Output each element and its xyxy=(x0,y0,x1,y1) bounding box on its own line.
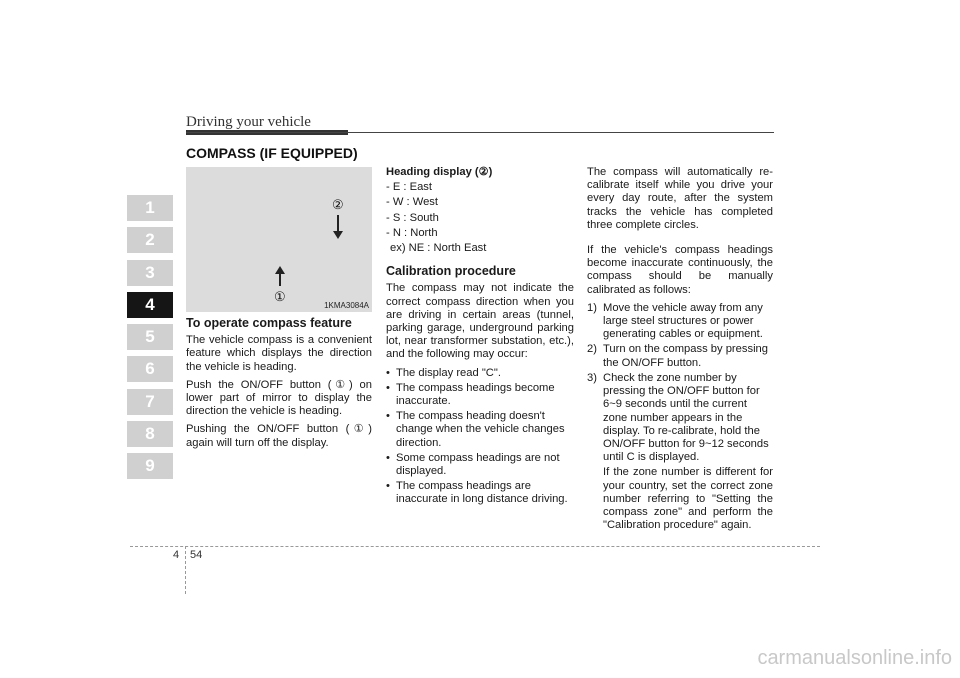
arrowhead-down-icon xyxy=(333,231,343,239)
arrow-up-icon xyxy=(279,272,281,286)
marker-2: ② xyxy=(332,197,344,212)
heading-display: Heading display (②) xyxy=(386,166,493,178)
list-item: • The display read "C". xyxy=(386,367,574,380)
direction-example: ex) NE : North East xyxy=(390,242,487,255)
list-item: • Some compass headings are not displayed. xyxy=(386,452,574,478)
paragraph: Push the ON/OFF button (①) on lower part of mirror to display the direction the vehicle is heading. xyxy=(186,378,372,418)
paragraph: Pushing the ON/OFF button (①) again will turn off the display. xyxy=(186,423,372,449)
steps-list xyxy=(587,302,773,464)
column-3 xyxy=(587,166,773,537)
chapter-tab-6[interactable]: 6 xyxy=(127,356,173,382)
footer-rule xyxy=(130,546,820,547)
paragraph: If the vehicle's compass headings become inaccurate continuously, the compass should be manually calibrated as follows: xyxy=(587,244,773,296)
list-item: 1) Move the vehicle away from any large steel structures or power generating cables or equipment. xyxy=(587,301,763,341)
paragraph: The compass may not indicate the correct compass direction when you are driving in certain areas (tunnel, parking garage, underground parking lot, near transformer substation, etc.), and the following may occur: xyxy=(386,282,574,361)
column-2 xyxy=(386,166,574,509)
footer-divider xyxy=(185,546,186,594)
marker-1: ① xyxy=(274,289,286,304)
chapter-tab-2[interactable]: 2 xyxy=(127,227,173,253)
paragraph: The compass will automatically re-calibrate itself while you drive your every day route, after the system tracks the vehicle has completed three complete circles. xyxy=(587,166,773,231)
chapter-tab-5[interactable]: 5 xyxy=(127,324,173,350)
page-number: 54 xyxy=(190,549,203,561)
page-header-title: Driving your vehicle xyxy=(186,114,311,130)
section-title: COMPASS (IF EQUIPPED) xyxy=(186,145,358,161)
chapter-tab-3[interactable]: 3 xyxy=(127,260,173,286)
list-item: • The compass headings are inaccurate in long distance driving. xyxy=(386,480,574,506)
chapter-tab-8[interactable]: 8 xyxy=(127,421,173,447)
list-item: 2) Turn on the compass by pressing the ON/OFF button. xyxy=(587,343,768,369)
paragraph: The vehicle compass is a convenient feature which displays the direction the vehicle is heading. xyxy=(186,334,372,373)
column-1 xyxy=(186,317,372,455)
compass-mirror-figure xyxy=(186,167,372,312)
list-item: • The compass headings become inaccurate. xyxy=(386,382,574,408)
chapter-tab-7[interactable]: 7 xyxy=(127,389,173,415)
header-rule xyxy=(186,132,774,133)
direction-line: - E : East xyxy=(386,181,433,194)
direction-line: - N : North xyxy=(386,226,438,239)
chapter-tab-9[interactable]: 9 xyxy=(127,453,173,479)
chapter-tabs xyxy=(127,195,173,486)
figure-code: 1KMA3084A xyxy=(324,301,369,310)
chapter-tab-4[interactable]: 4 xyxy=(127,292,173,318)
direction-line: - W : West xyxy=(386,196,438,209)
chapter-number: 4 xyxy=(173,549,180,561)
heading-calibration: Calibration procedure xyxy=(386,264,516,279)
symptom-list xyxy=(386,367,574,507)
list-item: • The compass heading doesn't change when the vehicle changes direction. xyxy=(386,410,574,450)
chapter-tab-1[interactable]: 1 xyxy=(127,195,173,221)
paragraph: If the zone number is different for your country, set the correct zone number referring to "Setting the compass zone" and perform the "Calibration procedure" again. xyxy=(603,466,773,532)
heading-operate-compass: To operate compass feature xyxy=(186,316,352,330)
watermark: carmanualsonline.info xyxy=(757,647,952,669)
direction-line: - S : South xyxy=(386,211,439,224)
list-item: 3) Check the zone number by pressing the ON/OFF button for 6~9 seconds until the current zone number appears in the display. To re-calibrate, hold the ON/OFF button for 9~12 seconds until C is displayed. xyxy=(587,371,769,464)
